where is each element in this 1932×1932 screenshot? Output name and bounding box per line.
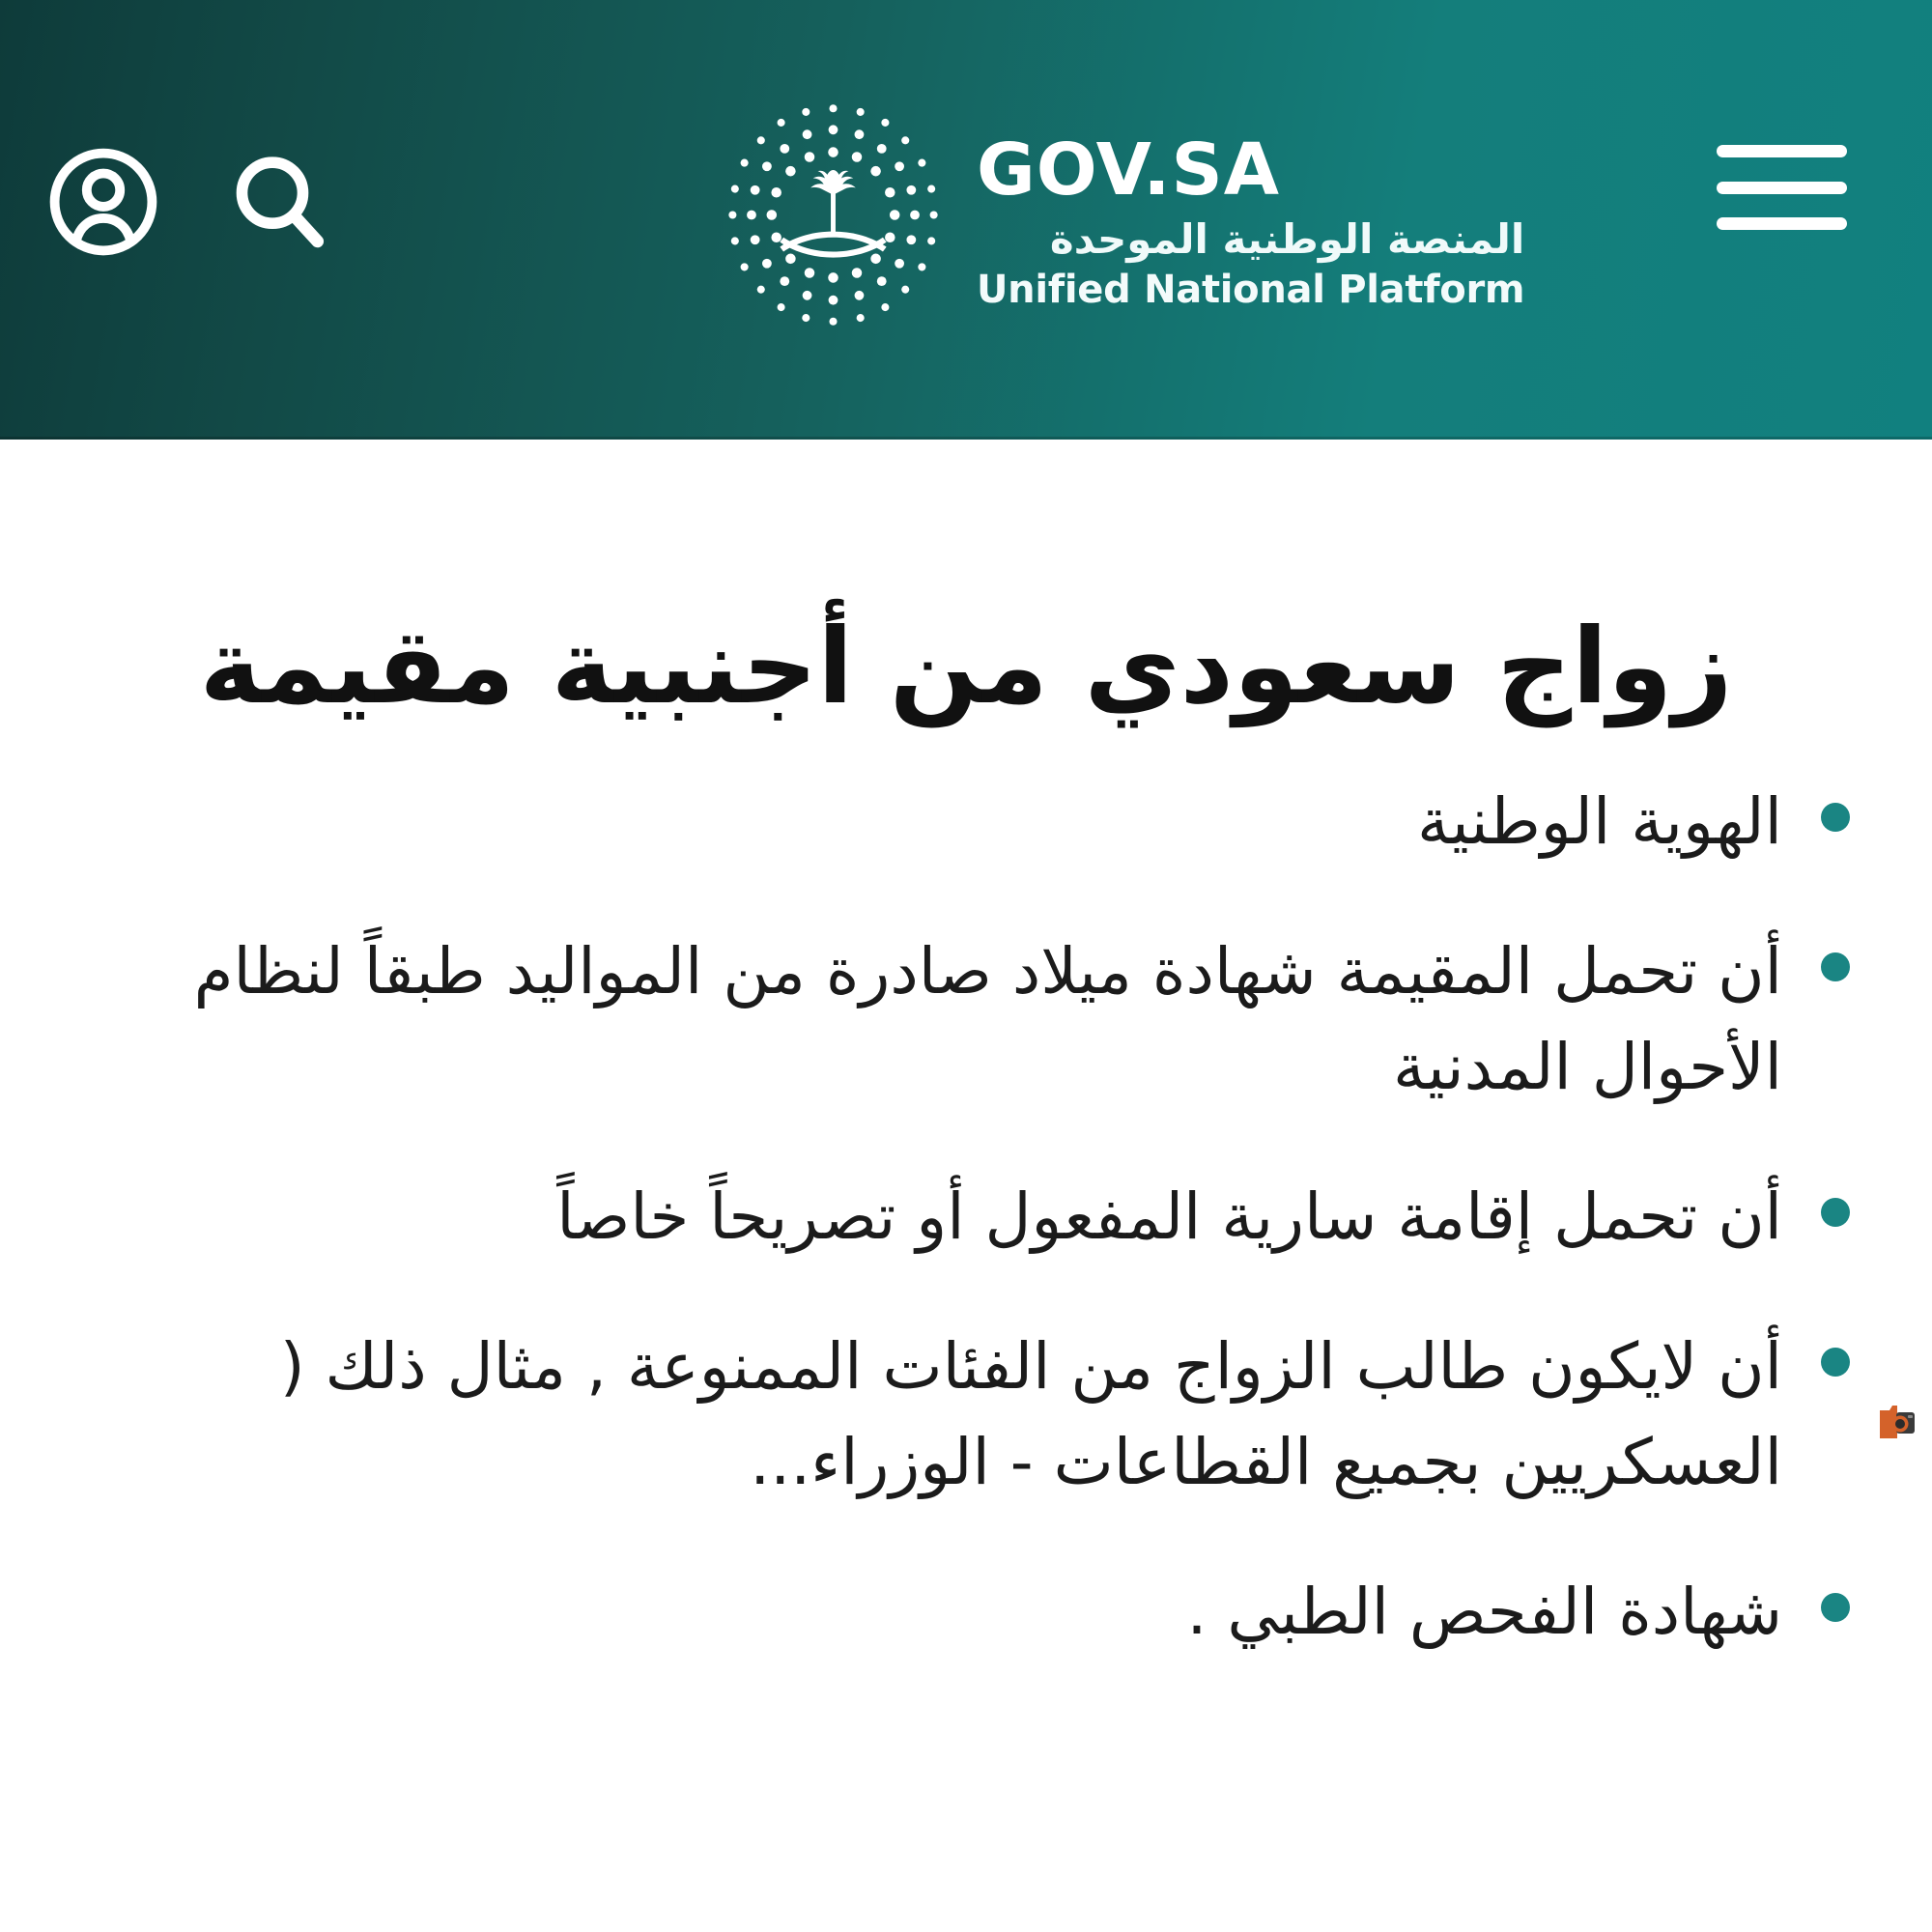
requirement-text: أن تحمل إقامة سارية المفعول أو تصريحاً خاصاً <box>556 1179 1782 1254</box>
bullet-dot-icon <box>1821 1348 1850 1377</box>
logo-brand-name: GOV.SA <box>977 128 1281 212</box>
list-item <box>92 923 1850 1115</box>
logo-subtitle-arabic: المنصة الوطنية الموحدة <box>1049 215 1525 264</box>
hamburger-bar-1 <box>1717 145 1847 157</box>
page-title: زواج سعودي من أجنبية مقيمة <box>199 607 1733 727</box>
requirement-text: شهادة الفحص الطبي . <box>1186 1574 1782 1649</box>
requirement-text: أن تحمل المقيمة شهادة ميلاد صادرة من المواليد طبقاً لنظام الأحوال المدنية <box>193 933 1782 1104</box>
hamburger-bar-2 <box>1717 182 1847 194</box>
site-header <box>0 0 1932 440</box>
list-item <box>92 774 1850 869</box>
requirements-list <box>0 731 1932 1660</box>
camera-watermark-icon <box>1876 1401 1918 1443</box>
search-icon <box>225 148 333 256</box>
list-item <box>92 1564 1850 1660</box>
list-item <box>92 1169 1850 1264</box>
page-content <box>0 440 1932 1660</box>
requirement-text: الهوية الوطنية <box>1417 783 1782 859</box>
bullet-dot-icon <box>1821 952 1850 981</box>
logo-text-block <box>977 119 1524 312</box>
bullet-dot-icon <box>1821 803 1850 832</box>
hamburger-bar-3 <box>1717 217 1847 230</box>
bullet-dot-icon <box>1821 1198 1850 1227</box>
gov-sa-logo[interactable] <box>715 97 1524 333</box>
logo-subtitle-english: Unified National Platform <box>977 268 1525 313</box>
hamburger-menu-icon[interactable] <box>1717 145 1847 230</box>
search-button[interactable] <box>222 145 336 259</box>
account-button[interactable] <box>46 145 160 259</box>
user-account-icon <box>46 145 160 259</box>
list-item <box>92 1319 1850 1510</box>
saudi-emblem-icon <box>715 97 952 333</box>
requirement-text: أن لايكون طالب الزواج من الفئات الممنوعة , مثال ذلك ( العسكريين بجميع القطاعات - الوزراء... <box>279 1328 1782 1499</box>
bullet-dot-icon <box>1821 1593 1850 1622</box>
header-left-actions <box>46 145 336 259</box>
